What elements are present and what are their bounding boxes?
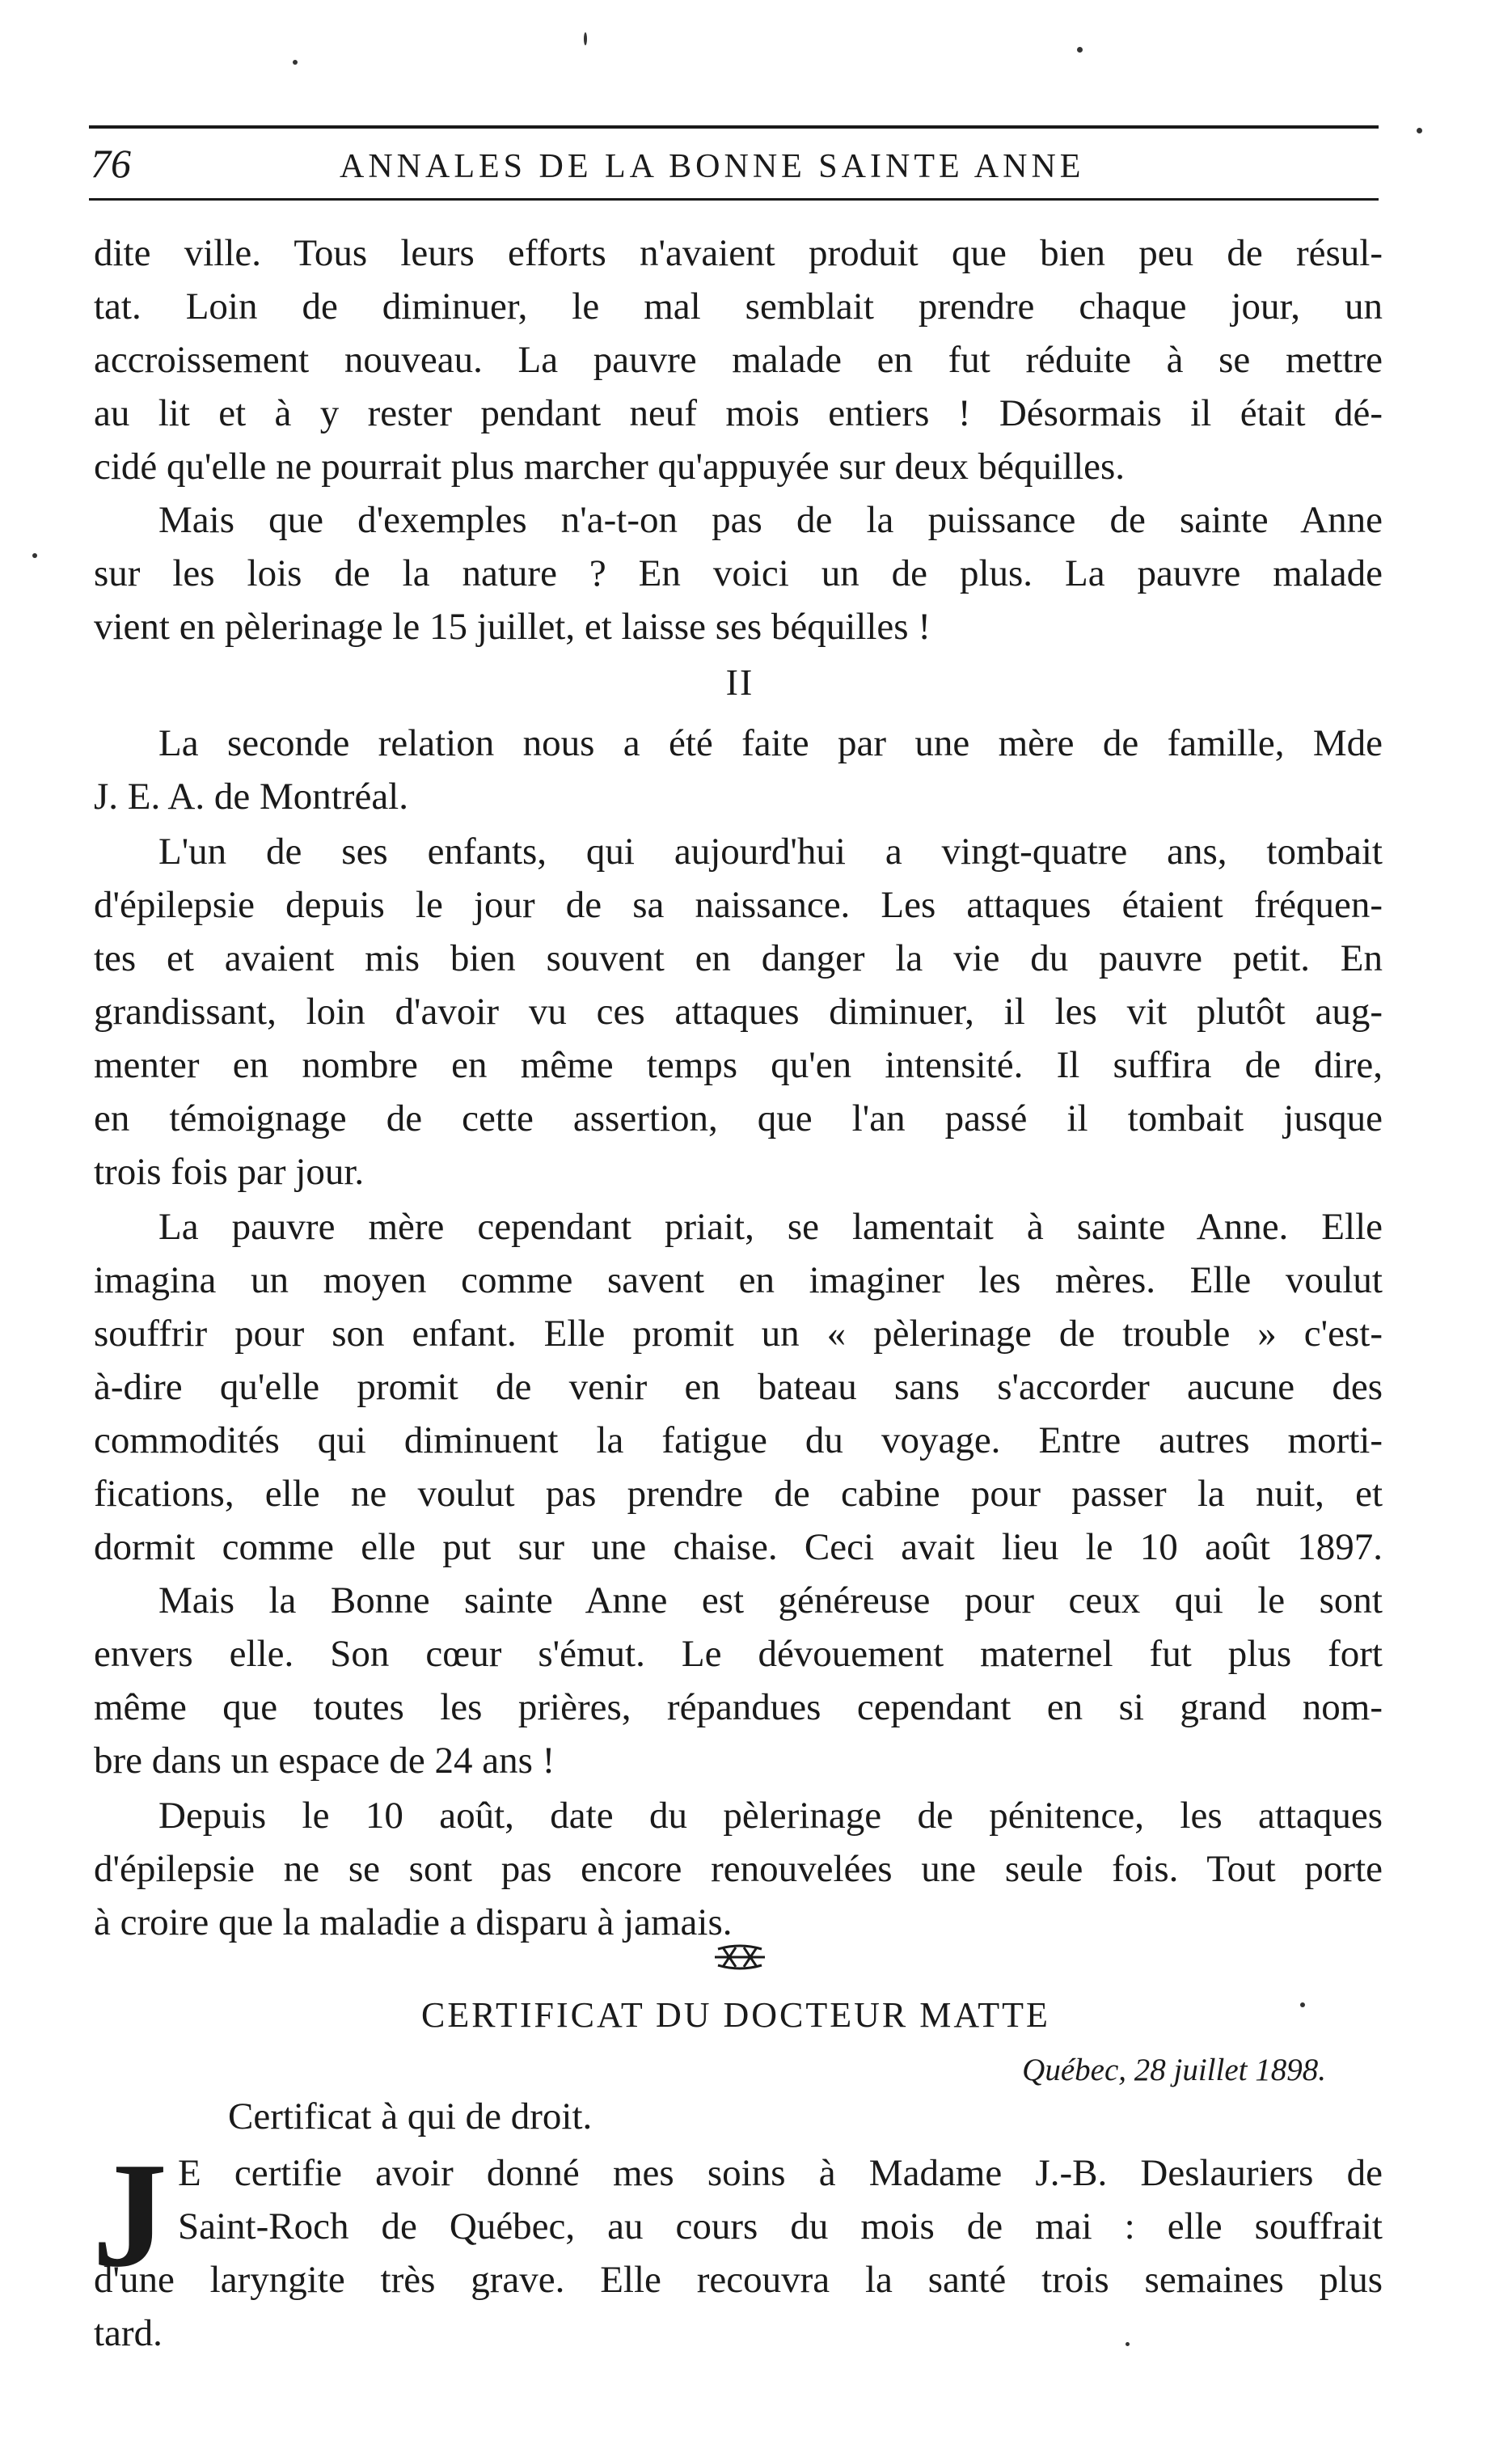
ornament-divider-icon — [712, 1943, 768, 1972]
text-line: envers elle. Son cœur s'émut. Le dévouement maternel fut plus fort — [94, 1633, 1383, 1675]
text-line: d'une laryngite très grave. Elle recouvra la santé trois semaines plus — [94, 2259, 1383, 2301]
text-line: tat. Loin de diminuer, le mal semblait prendre chaque jour, un — [94, 285, 1383, 328]
text-line: dormit comme elle put sur une chaise. Ceci avait lieu le 10 août 1897. — [94, 1526, 1383, 1568]
text-line: Mais que d'exemples n'a-t-on pas de la puissance de sainte Anne — [158, 499, 1383, 541]
scan-speck — [1077, 47, 1083, 53]
text-line: cidé qu'elle ne pourrait plus marcher qu'appuyée sur deux béquilles. — [94, 446, 1126, 488]
text-line: commodités qui diminuent la fatigue du voyage. Entre autres morti- — [94, 1419, 1383, 1461]
text-line: tard. — [94, 2312, 163, 2354]
page-number: 76 — [91, 141, 131, 186]
text-line: au lit et à y rester pendant neuf mois entiers ! Désormais il était dé- — [94, 392, 1383, 434]
certificate-dateline: Québec, 28 juillet 1898. — [1022, 2053, 1326, 2087]
header-bottom-rule — [89, 198, 1379, 201]
text-line: dite ville. Tous leurs efforts n'avaient produit que bien peu de résul- — [94, 232, 1383, 274]
scan-speck — [1126, 2342, 1130, 2346]
text-line: à-dire qu'elle promit de venir en bateau sans s'accorder aucune des — [94, 1366, 1383, 1408]
text-line: imagina un moyen comme savent en imaginer les mères. Elle voulut — [94, 1259, 1383, 1301]
running-title: ANNALES DE LA BONNE SAINTE ANNE — [340, 148, 1085, 185]
header-top-rule — [89, 125, 1379, 129]
certificate-salutation: Certificat à qui de droit. — [228, 2095, 593, 2137]
text-line: accroissement nouveau. La pauvre malade en fut réduite à se mettre — [94, 339, 1383, 381]
text-line: souffrir pour son enfant. Elle promit un « pèlerinage de trouble » c'est- — [94, 1313, 1383, 1355]
text-line: Mais la Bonne sainte Anne est généreuse pour ceux qui le sont — [158, 1579, 1383, 1622]
text-line: J. E. A. de Montréal. — [94, 776, 408, 818]
text-line: à croire que la maladie a disparu à jamais. — [94, 1901, 733, 1943]
scan-speck — [584, 32, 587, 45]
text-line: La seconde relation nous a été faite par une mère de famille, Mde — [158, 722, 1383, 764]
text-line: d'épilepsie depuis le jour de sa naissance. Les attaques étaient fréquen- — [94, 884, 1383, 926]
scan-speck — [1417, 128, 1422, 133]
certificate-heading: CERTIFICAT DU DOCTEUR MATTE — [421, 1995, 1050, 2035]
text-line: tes et avaient mis bien souvent en danger la vie du pauvre petit. En — [94, 937, 1383, 979]
text-line: menter en nombre en même temps qu'en intensité. Il suffira de dire, — [94, 1044, 1383, 1086]
text-line: trois fois par jour. — [94, 1151, 365, 1193]
text-line: même que toutes les prières, répandues cependant en si grand nom- — [94, 1686, 1383, 1728]
text-line: fications, elle ne voulut pas prendre de cabine pour passer la nuit, et — [94, 1473, 1383, 1515]
text-line: bre dans un espace de 24 ans ! — [94, 1740, 555, 1782]
section-heading: II — [725, 662, 754, 703]
scan-speck — [32, 553, 37, 558]
text-line: E certifie avoir donné mes soins à Madame J.-B. Deslauriers de — [178, 2152, 1383, 2194]
text-line: grandissant, loin d'avoir vu ces attaques diminuer, il les vit plutôt aug- — [94, 991, 1383, 1033]
text-line: Saint-Roch de Québec, au cours du mois de mai : elle souffrait — [178, 2205, 1383, 2247]
scan-speck — [1300, 2002, 1305, 2007]
text-line: La pauvre mère cependant priait, se lamentait à sainte Anne. Elle — [158, 1206, 1383, 1248]
text-line: L'un de ses enfants, qui aujourd'hui a vingt-quatre ans, tombait — [158, 831, 1383, 873]
drop-cap: J — [92, 2132, 167, 2298]
text-line: sur les lois de la nature ? En voici un de plus. La pauvre malade — [94, 552, 1383, 594]
scan-speck — [293, 60, 298, 65]
text-line: d'épilepsie ne se sont pas encore renouvelées une seule fois. Tout porte — [94, 1848, 1383, 1890]
text-line: en témoignage de cette assertion, que l'an passé il tombait jusque — [94, 1097, 1383, 1140]
text-line: vient en pèlerinage le 15 juillet, et laisse ses béquilles ! — [94, 606, 931, 648]
text-line: Depuis le 10 août, date du pèlerinage de pénitence, les attaques — [158, 1795, 1383, 1837]
